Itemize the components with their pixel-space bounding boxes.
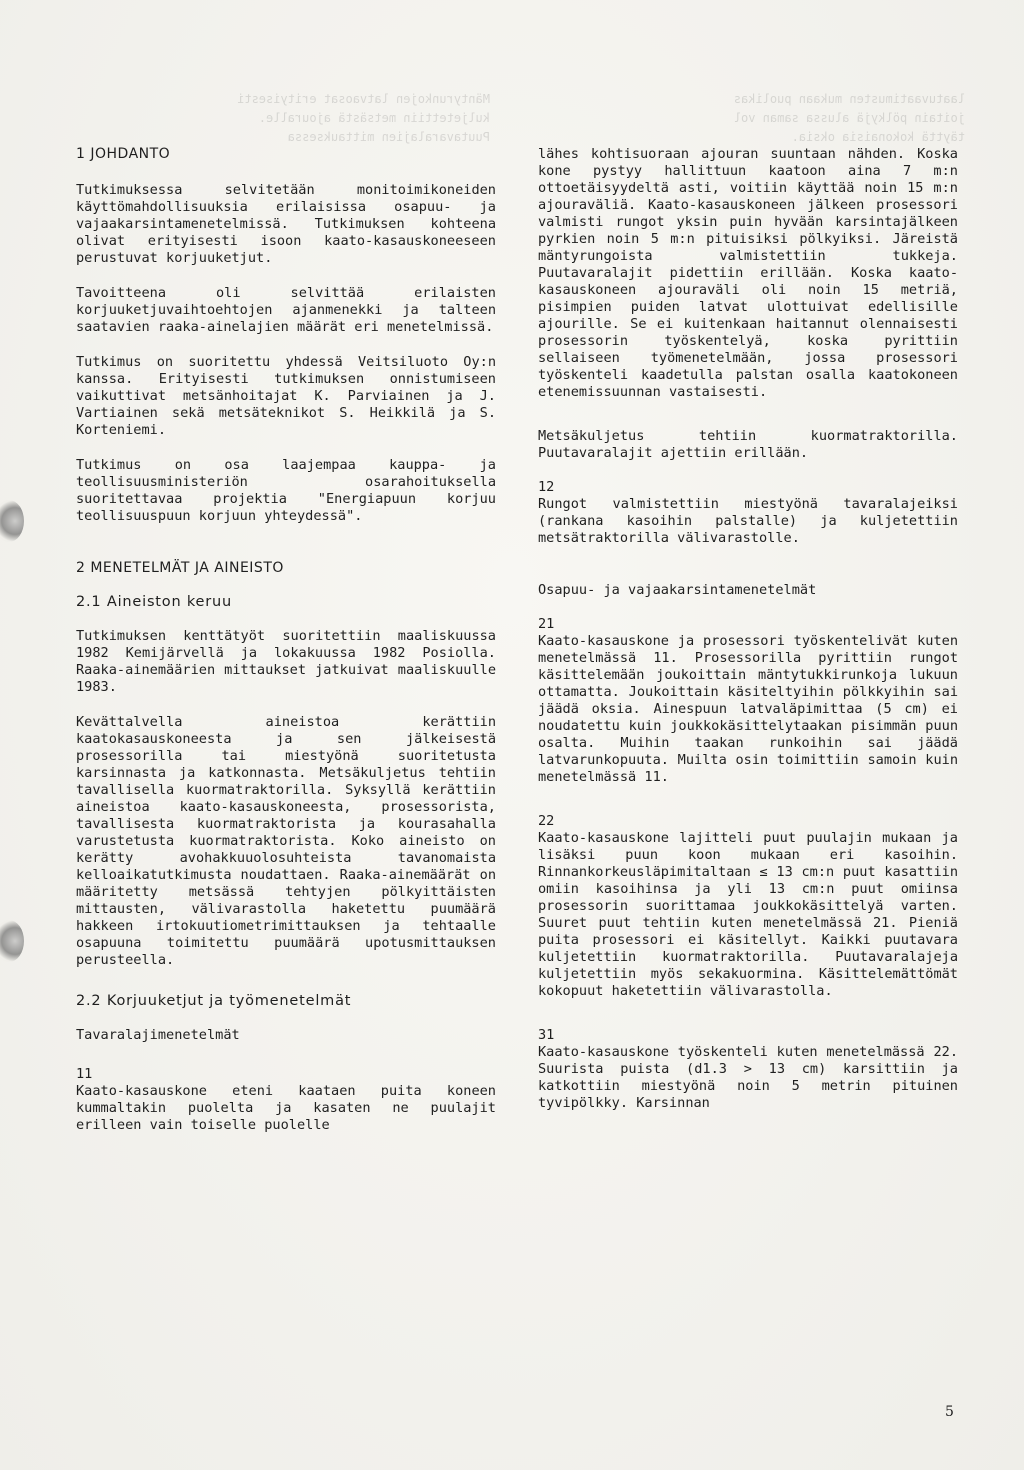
- paragraph: Kevättalvella aineistoa kerättiin kaatokasauskoneesta ja sen jälkeisestä prosessorilla tai miestyönä suoritetusta karsinnasta ja katkonnasta. Metsäkuljetus tehtiin tavallisella kuormatraktorilla. Syksyllä kerättiin aineistoa kaato-kasauskoneesta, prosessorista, tavallisesta kuormatraktorista ja kourasahalla varustetusta kuormatraktorista. Koko aineisto on kerätty avohakkuuolosuhteista tavanomaista kelloaikatutkimusta noudattaen. Raaka-ainemäärät on määritetty metsässä tehtyjen pölkyittäisten mittausten, välivarastolla haketettu puumäärä hakkeen irtokuutiometrimittauksen ja tehtaalle osapuuna toimitettu puumäärä upotusmittauksen perusteella.: [76, 714, 496, 968]
- section-label: Osapuu- ja vajaakarsintamenetelmät: [538, 582, 817, 598]
- punch-hole-lower: [0, 920, 24, 962]
- show-through-text-right: laatuvaatimusten mukaan puolikas joitain pölkyjä alussa saman vol täyttä kokonaisia oksia.: [733, 92, 965, 144]
- paragraph: Kaato-kasauskone eteni kaataen puita koneen kummaltakin puolelta ja kasaten ne puulajit erilleen vain toiselle puolelle: [76, 1083, 496, 1133]
- paragraph: Tutkimuksessa selvitetään monitoimikoneiden käyttömahdollisuuksia erilaisissa osapuu- ja vajaakarsintamenetelmissä. Tutkimuksen kohteena olivat erityisesti isoon kaato-kasauskoneeseen perustuvat korjuuketjut.: [76, 182, 496, 266]
- heading-korjuuketjut: 2.2 Korjuuketjut ja työmenetelmät: [76, 993, 352, 1009]
- heading-johdanto: 1 JOHDANTO: [76, 146, 171, 162]
- method-code: 21: [538, 616, 555, 632]
- method-code: 11: [76, 1066, 93, 1082]
- method-code: 22: [538, 813, 555, 829]
- paragraph: Metsäkuljetus tehtiin kuormatraktorilla. Puutavaralajit ajettiin erillään.: [538, 428, 958, 461]
- paragraph: Tavoitteena oli selvittää erilaisten korjuuketjuvaihtoehtojen ajanmenekki ja talteen saatavien raaka-ainelajien määrät eri menetelmissä.: [76, 285, 496, 335]
- heading-menetelmat: 2 MENETELMÄT JA AINEISTO: [76, 560, 284, 576]
- paragraph: Rungot valmistettiin miestyönä tavaralajeiksi (rankana kasoihin palstalle) ja kuljetettiin metsätraktorilla välivarastolle.: [538, 496, 958, 546]
- left-column: [76, 146, 496, 1152]
- method-code: 31: [538, 1027, 555, 1043]
- paragraph: Tutkimuksen kenttätyöt suoritettiin maaliskuussa 1982 Kemijärvellä ja lokakuussa 1982 Posiolla. Raaka-ainemäärien mittaukset jatkuivat maaliskuulle 1983.: [76, 628, 496, 695]
- show-through-text-left: Mäntyrunkojen latvaosat erityisesti kuljetettiin metsästä ajouralle. Puutavaralajien mittauksessa: [237, 92, 490, 144]
- paragraph: Tutkimus on osa laajempaa kauppa- ja teollisuusministeriön osarahoituksella suoritettavaa projektia "Energiapuun korjuu teollisuuspuun korjuun yhteydessä".: [76, 457, 496, 524]
- heading-aineiston-keruu: 2.1 Aineiston keruu: [76, 594, 233, 610]
- paragraph: lähes kohtisuoraan ajouran suuntaan nähden. Koska kone pystyy hallittuun kaatoon aina 7 m:n ottoetäisyydeltä asti, voitiin käyttää noin 15 m:n ajouraväliä. Kaato-kasauskoneen jälkeen prosessori valmisti rungot yksin puin hyvään karsintajälkeen pyrkien noin 5 m:n pituisiksi pölkyiksi. Järeistä mäntyrungoista valmistettiin tukkeja. Puutavaralajit pidettiin erillään. Koska kaato-kasauskoneen ajouraväli oli noin 15 metriä, pisimpien puiden latvat ulottuivat edellisille ajourille. Se ei kuitenkaan haitannut olennaisesti prosessorin työskentelyä, koska pyrittiin sellaiseen työmenetelmään, jossa prosessori työskenteli kaadetulla palstan osalla kaatokoneen etenemissuunnan vastaisesti.: [538, 146, 958, 400]
- paragraph: Kaato-kasauskone ja prosessori työskentelivät kuten menetelmässä 11. Prosessorilla pyrittiin rungot käsittelemään joukoittain mäntytukkirunkoja lukuun ottamatta. Joukoittain käsiteltyihin pölkkyihin sai jäädä oksia. Ainespuun latvaläpimittaa (5 cm) ei noudatettu kuin joukkokäsittelytaakan pisimmän puun osalta. Muihin taakan runkoihin sai jäädä latvarunkopuuta. Muilta osin toimittiin samoin kuin menetelmässä 11.: [538, 633, 958, 785]
- section-label: Tavaralajimenetelmät: [76, 1027, 240, 1043]
- method-code: 12: [538, 479, 555, 495]
- paragraph: Tutkimus on suoritettu yhdessä Veitsiluoto Oy:n kanssa. Erityisesti tutkimuksen onnistumiseen vaikuttivat metsänhoitajat K. Parviainen ja J. Vartiainen sekä metsäteknikot S. Heikkilä ja S. Korteniemi.: [76, 354, 496, 438]
- page-number: 5: [945, 1404, 954, 1420]
- paragraph: Kaato-kasauskone lajitteli puut puulajin mukaan ja lisäksi puun koon mukaan eri kasoihin. Rinnankorkeusläpimitaltaan ≤ 13 cm:n puut kasattiin omiin kasoihinsa ja yli 13 cm:n puut omiinsa prosessorin suorittamaa joukkokäsittelyä varten. Suuret puut tehtiin kuten menetelmässä 21. Pieniä puita prosessori ei käsitellyt. Kaikki puutavara kuljetettiin kuormatraktorilla. Puutavaralajeja kuljetettiin myös sekakuormina. Käsittelemättömät kokopuut haketettiin välivarastolla.: [538, 830, 958, 999]
- punch-hole-upper: [0, 500, 24, 542]
- right-column: [538, 146, 958, 1130]
- paragraph: Kaato-kasauskone työskenteli kuten menetelmässä 22. Suurista puista (d1.3 > 13 cm) karsittiin ja katkottiin miestyönä noin 5 metrin pituinen tyvipölkky. Karsinnan: [538, 1044, 958, 1111]
